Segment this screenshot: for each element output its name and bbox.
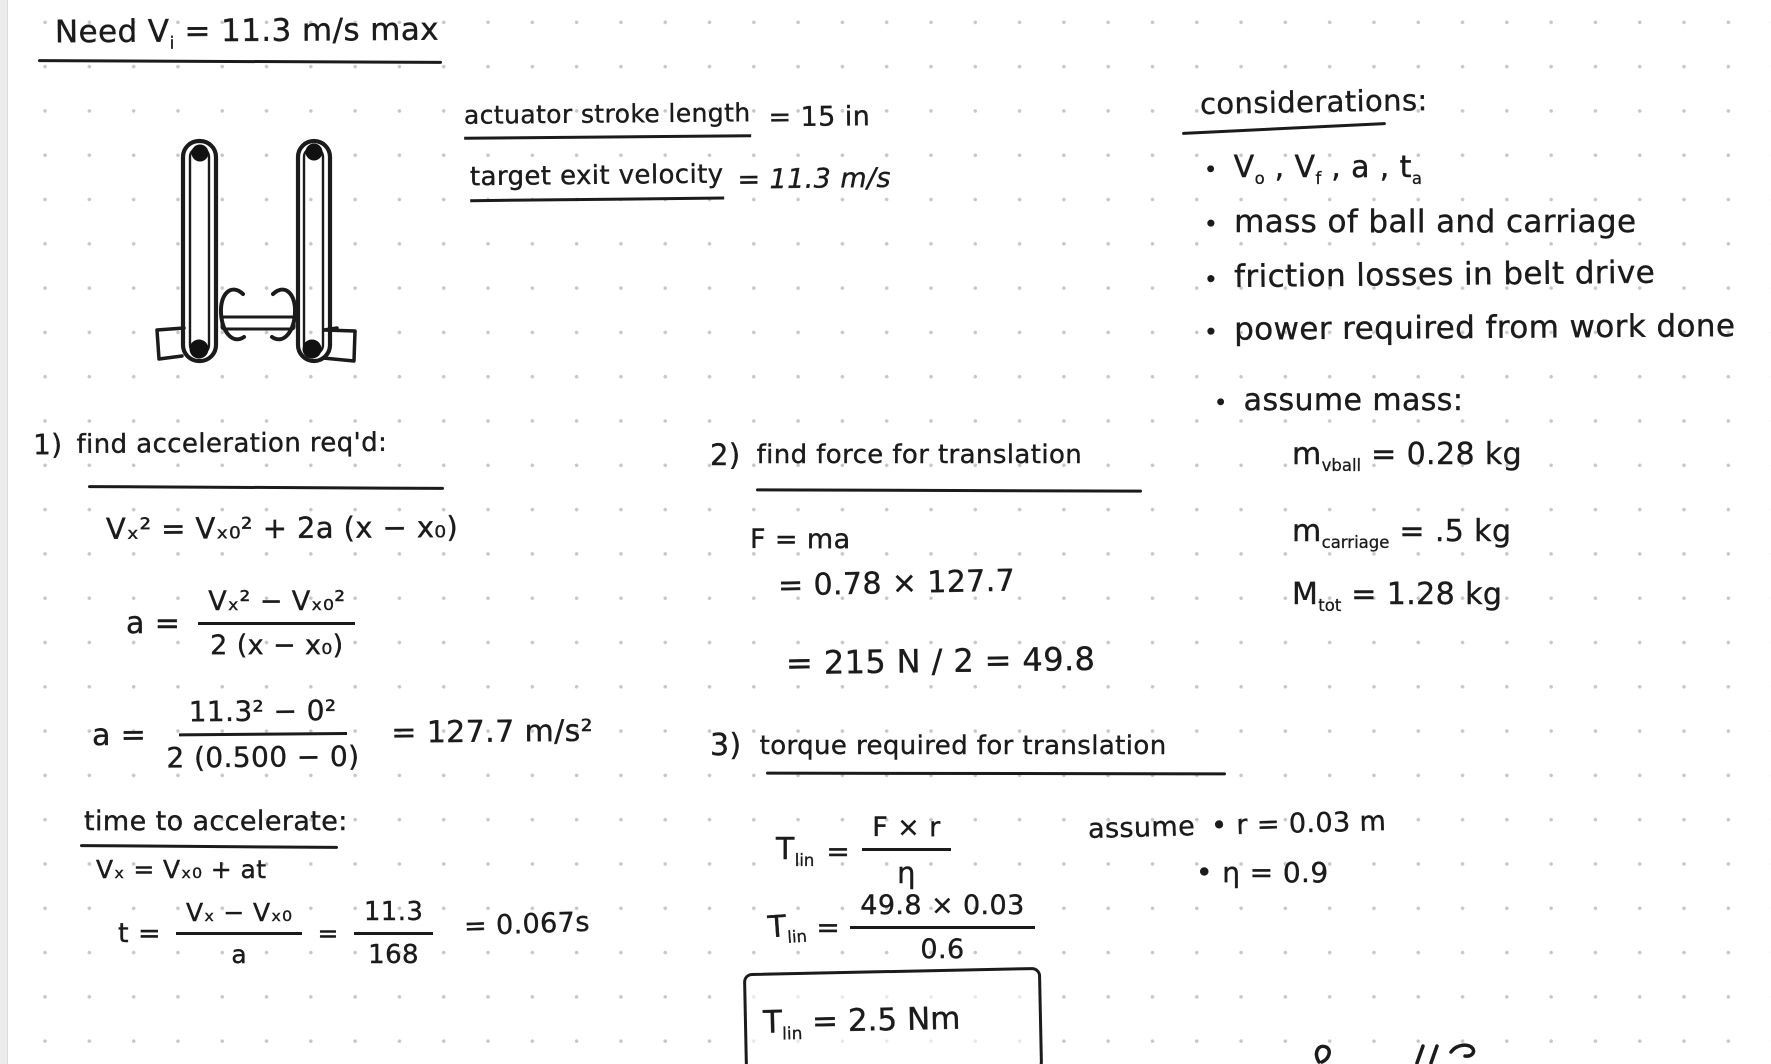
fraction-denominator: a bbox=[231, 940, 248, 969]
considerations-header: considerations: bbox=[1199, 83, 1428, 121]
spec-stroke-length bbox=[464, 97, 870, 140]
friction-text: friction losses in belt drive bbox=[1233, 254, 1656, 296]
exit-velocity-label: target exit velocity bbox=[470, 160, 724, 203]
title-underline bbox=[38, 59, 442, 64]
title-subscript: i bbox=[169, 33, 175, 54]
section2-underline bbox=[756, 488, 1142, 493]
actuator-mechanism-sketch bbox=[128, 98, 383, 383]
left-top-pulley bbox=[192, 145, 209, 162]
equals-sign: = bbox=[816, 911, 841, 944]
spec-exit-velocity bbox=[470, 158, 891, 202]
force-substitution: = 0.78 × 127.7 bbox=[777, 563, 1016, 604]
right-top-pulley bbox=[306, 144, 323, 161]
section1-title: find acceleration req'd: bbox=[76, 427, 388, 460]
consideration-assume-mass bbox=[1214, 383, 1463, 418]
considerations-underline bbox=[1182, 122, 1386, 135]
time-header: time to accelerate: bbox=[84, 806, 348, 837]
time-calculation bbox=[118, 897, 590, 970]
equals-sign: = bbox=[826, 834, 851, 868]
power-text: power required from work done bbox=[1234, 308, 1736, 348]
section1-header bbox=[33, 426, 387, 461]
fraction-denominator: 168 bbox=[368, 940, 419, 970]
bullet-icon: • bbox=[1204, 157, 1218, 183]
consideration-variables bbox=[1204, 150, 1422, 188]
force-equation: F = ma bbox=[750, 524, 851, 555]
velocity-time-equation: Vₓ = Vₓ₀ + at bbox=[96, 855, 267, 884]
assumptions-line1 bbox=[1088, 806, 1387, 845]
fraction-numerator: F × r bbox=[862, 812, 950, 851]
torque-result-box bbox=[743, 967, 1043, 1064]
torque-calc-fraction bbox=[850, 890, 1034, 965]
acceleration-calc-lhs: a = bbox=[91, 717, 147, 754]
bullet-icon: • bbox=[1204, 211, 1219, 238]
time-fraction-symbolic bbox=[176, 898, 302, 969]
stroke-length-value: = 15 in bbox=[768, 101, 871, 134]
equals-sign: = bbox=[317, 919, 339, 948]
consideration-mass bbox=[1204, 204, 1636, 240]
radius-assumption: • r = 0.03 m bbox=[1210, 806, 1387, 842]
bullet-icon: • bbox=[1214, 390, 1228, 416]
torque-result: $T_{lin} = 2.5$ Nm bbox=[762, 1000, 961, 1045]
left-base-bracket bbox=[157, 328, 184, 359]
carriage bbox=[221, 290, 295, 340]
acceleration-fraction bbox=[198, 586, 355, 661]
torque-symbol: $T_{lin}$ bbox=[766, 908, 808, 947]
acceleration-lhs: a = bbox=[126, 606, 181, 641]
page-edge bbox=[0, 0, 8, 1064]
force-result: = 215 N / 2 = 49.8 bbox=[785, 639, 1096, 683]
fraction-denominator: 2 (0.500 − 0) bbox=[166, 739, 360, 775]
page-title bbox=[55, 12, 439, 55]
section1-number: 1) bbox=[32, 428, 63, 462]
assume-mass-text: assume mass: bbox=[1243, 383, 1464, 418]
variables-text: $V_o$ , $V_f$ , a , $t_a$ bbox=[1233, 150, 1422, 188]
right-bottom-pulley bbox=[303, 340, 322, 359]
left-rail bbox=[183, 141, 216, 361]
acceleration-calculation bbox=[92, 692, 594, 775]
torque-symbol: $T_{lin}$ bbox=[776, 832, 815, 870]
section3-header bbox=[710, 728, 1167, 763]
exit-velocity-value: = 11.3 m/s bbox=[737, 162, 892, 195]
consideration-power bbox=[1204, 308, 1736, 348]
section3-underline bbox=[766, 772, 1226, 776]
torque-formula bbox=[776, 812, 951, 890]
fraction-numerator: 11.3 bbox=[354, 897, 434, 935]
acceleration-calc-fraction bbox=[166, 694, 360, 775]
section1-underline bbox=[88, 485, 444, 490]
cutoff-handwriting bbox=[1305, 1042, 1505, 1064]
time-result: = 0.067s bbox=[463, 906, 591, 943]
section2-number: 2) bbox=[710, 438, 741, 472]
right-rail bbox=[298, 141, 330, 361]
section3-title: torque required for translation bbox=[759, 730, 1167, 761]
fraction-numerator: 11.3² − 0² bbox=[178, 694, 346, 736]
torque-calculation bbox=[768, 890, 1035, 965]
assume-word: assume bbox=[1087, 811, 1196, 845]
fraction-numerator: Vₓ² − Vₓ₀² bbox=[198, 586, 355, 625]
stroke-length-label: actuator stroke length bbox=[464, 98, 751, 139]
title-text: Need V bbox=[54, 13, 170, 51]
mass-ball-value: $m_{vball} = 0.28$ kg bbox=[1292, 437, 1523, 475]
section3-number: 3) bbox=[710, 728, 742, 763]
fraction-denominator: 2 (x − x₀) bbox=[210, 630, 344, 661]
fraction-numerator: 49.8 × 0.03 bbox=[850, 890, 1034, 929]
fraction-numerator: Vₓ − Vₓ₀ bbox=[176, 898, 302, 935]
mass-carriage-value: $m_{carriage} = .5$ kg bbox=[1292, 514, 1512, 552]
fraction-denominator: η bbox=[897, 856, 916, 890]
kinematics-equation: Vₓ² = Vₓ₀² + 2a (x − x₀) bbox=[105, 510, 459, 546]
bullet-icon: • bbox=[1203, 266, 1219, 294]
acceleration-result: = 127.7 m/s² bbox=[391, 713, 594, 751]
time-header-underline bbox=[80, 844, 338, 849]
fraction-denominator: 0.6 bbox=[920, 934, 965, 965]
efficiency-assumption: • η = 0.9 bbox=[1196, 856, 1329, 889]
mass-total-value: $M_{tot} = 1.28$ kg bbox=[1292, 577, 1503, 615]
time-fraction-numeric bbox=[354, 897, 434, 970]
acceleration-formula bbox=[126, 586, 355, 661]
left-bottom-pulley bbox=[190, 340, 209, 359]
consideration-friction bbox=[1204, 255, 1656, 296]
torque-fraction bbox=[862, 812, 950, 890]
bullet-icon: • bbox=[1203, 318, 1219, 346]
title-value: = 11.3 m/s max bbox=[174, 11, 440, 50]
section2-header bbox=[710, 438, 1082, 472]
mass-text: mass of ball and carriage bbox=[1234, 204, 1637, 240]
time-lhs: t = bbox=[118, 918, 161, 949]
section2-title: find force for translation bbox=[756, 440, 1083, 470]
